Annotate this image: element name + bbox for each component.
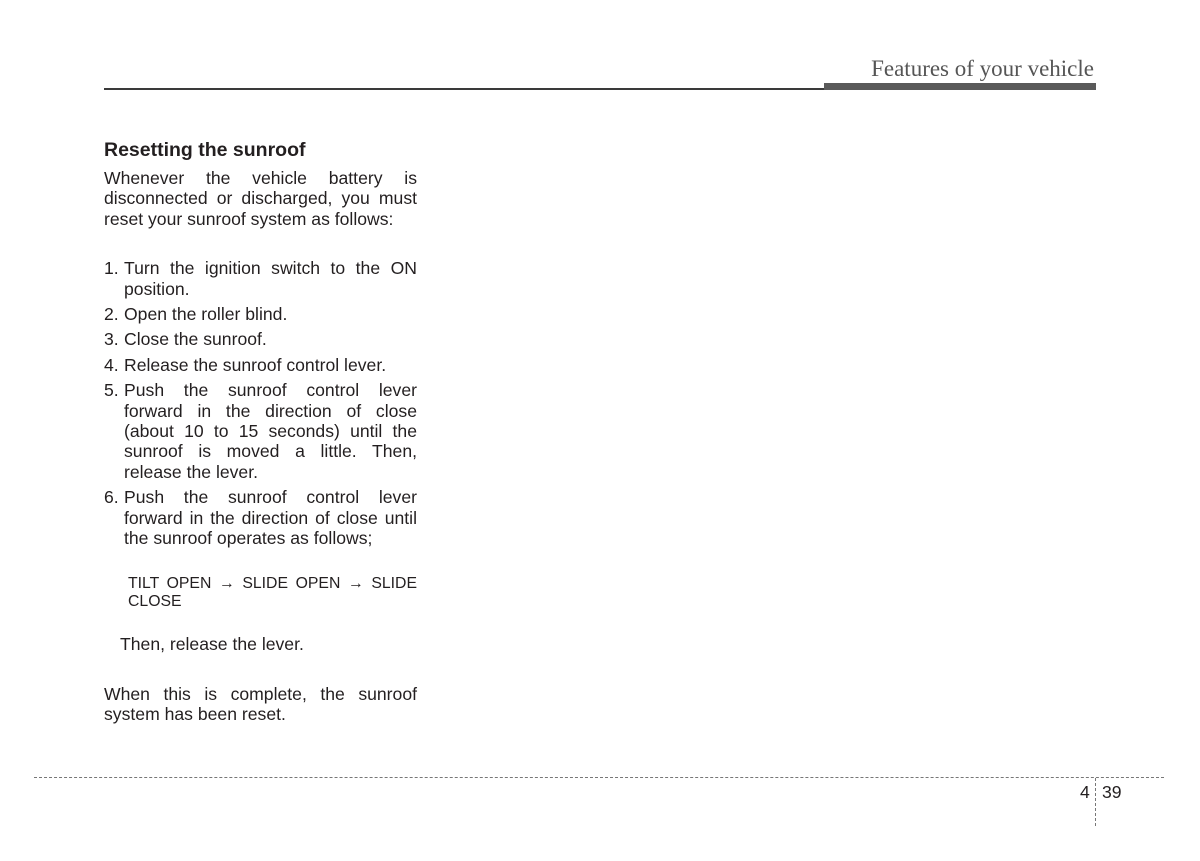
header-rule-thick <box>824 83 1096 90</box>
step-item <box>104 329 417 349</box>
step-number: 6. <box>104 487 119 508</box>
footer-page-divider <box>1095 778 1096 826</box>
page-chapter: 4 <box>1080 782 1090 802</box>
then-release-text: Then, release the lever. <box>120 633 304 654</box>
step-item <box>104 380 417 482</box>
step-number: 2. <box>104 304 119 325</box>
step-item <box>104 355 417 375</box>
step-number: 5. <box>104 380 119 401</box>
step-item <box>104 304 417 324</box>
outro-paragraph: When this is complete, the sunroof system has been reset. <box>104 683 417 725</box>
step-text: Turn the ignition switch to the ON position. <box>124 258 417 299</box>
step-text: Push the sunroof control lever forward in the direction of close until the sunroof operates as follows; <box>124 487 417 549</box>
step-text: Close the sunroof. <box>124 329 267 350</box>
step-text: Release the sunroof control lever. <box>124 354 387 375</box>
header-rule-thin <box>104 88 824 90</box>
header-title: Features of your vehicle <box>871 56 1094 81</box>
step-number: 4. <box>104 354 119 375</box>
intro-paragraph: Whenever the vehicle battery is disconnected or discharged, you must reset your sunroof system as follows: <box>104 168 417 229</box>
step-item <box>104 487 417 548</box>
step-text: Open the roller blind. <box>124 304 288 325</box>
steps-list <box>104 258 417 548</box>
section-heading: Resetting the sunroof <box>104 139 306 161</box>
content-column <box>104 138 417 725</box>
footer-dashed-line <box>34 777 1164 778</box>
step-text: Push the sunroof control lever forward in the direction of close (about 10 to 15 seconds) until the sunroof is moved a little. Then, release the lever. <box>124 380 417 482</box>
operation-sequence: TILT OPEN → SLIDE OPEN → SLIDE CLOSE <box>128 574 417 610</box>
step-number: 3. <box>104 329 119 350</box>
step-item <box>104 258 417 299</box>
page-number: 39 <box>1102 782 1122 802</box>
step-number: 1. <box>104 258 119 279</box>
